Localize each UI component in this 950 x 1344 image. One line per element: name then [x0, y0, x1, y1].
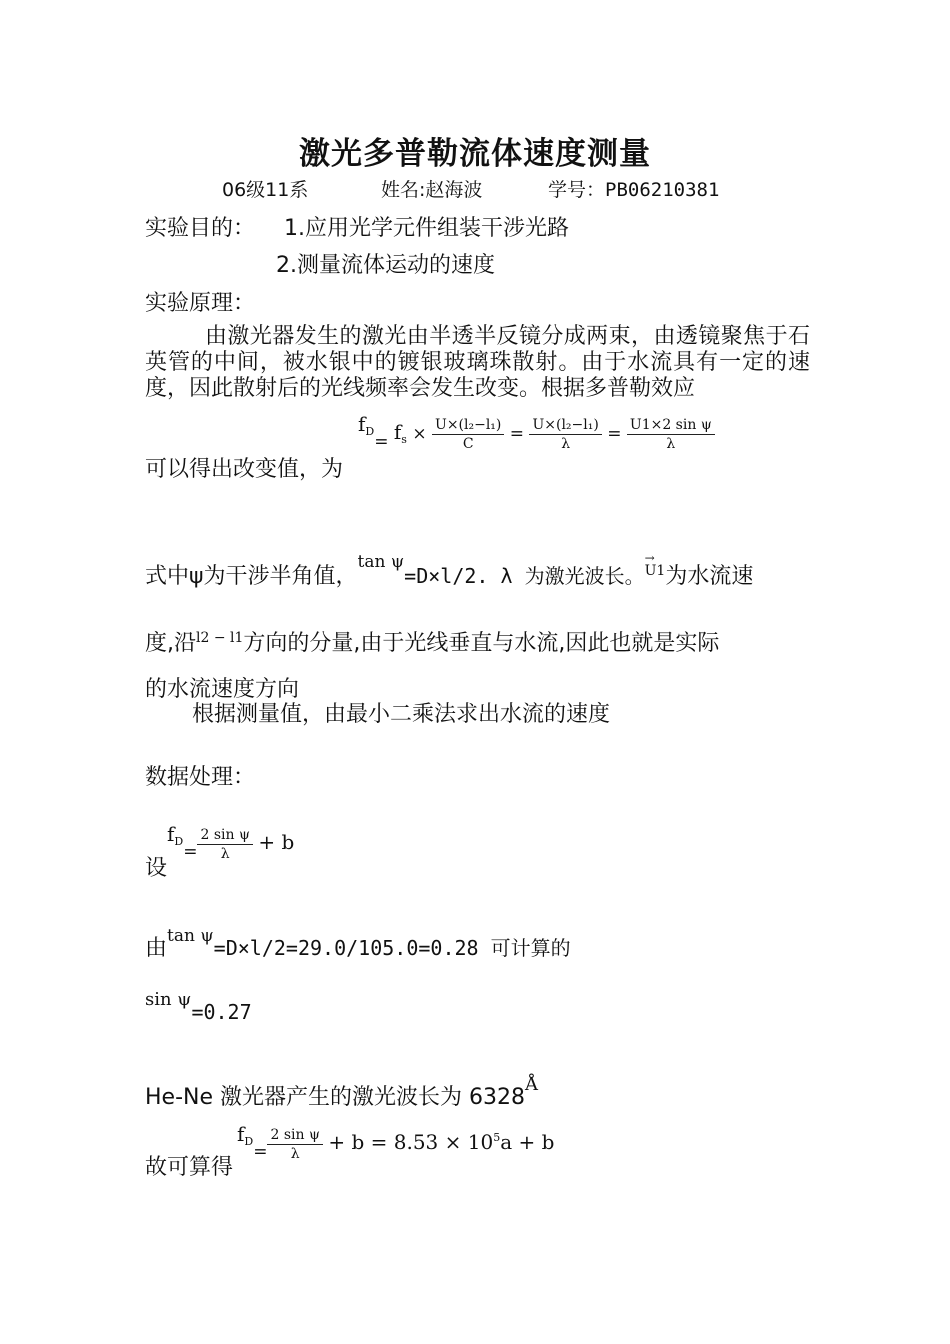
set-eq: =: [183, 842, 198, 862]
set-fd: f: [167, 822, 175, 846]
angstrom-symbol: Å: [524, 1074, 538, 1095]
set-fraction: $\frac{\text{2 sin ψ}}{\lambda}$: [197, 826, 252, 863]
l2-l1-vector: l2 − l1: [196, 630, 244, 646]
tan-psi-label: tan ψ: [357, 552, 405, 572]
eq1-equals-2: =: [607, 424, 622, 444]
line-a-part2: =D×l/2. λ 为激光波长。: [404, 564, 645, 588]
calc-tail-a: + b = 8.53 × 10: [328, 1130, 494, 1154]
eq1-fraction-2: $\frac{\text{U×(l₂−l₁)}}{\lambda}$: [529, 416, 601, 453]
calc-equation: [237, 1122, 554, 1163]
set-tail: + b: [258, 830, 295, 854]
laser-text: He-Ne 激光器产生的激光波长为 6328: [145, 1085, 525, 1110]
principle-paragraph: 由激光器发生的激光由半透半反镜分成两束，由透镜聚焦于石英管的中间，被水银中的镀银玻璃珠散射。由于水流具有一定的速度，因此散射后的光线频率会发生改变。根据多普勒效应: [145, 324, 810, 401]
eq1-fraction-1: $\frac{\text{U×(l₂−l₁)}}{C}$: [432, 416, 504, 453]
document-title: 激光多普勒流体速度测量: [299, 136, 651, 172]
from-prefix: 由: [145, 936, 168, 961]
formula-prefix: 可以得出改变值，为: [145, 457, 344, 482]
line-a-part3: 为水流速: [665, 564, 754, 589]
principle-line-d: 根据测量值，由最小二乘法求出水流的速度: [192, 702, 611, 727]
sin-line: [145, 986, 252, 1024]
eq1-lhs: f: [358, 412, 366, 436]
eq1-lhs-sub: D: [365, 425, 375, 438]
author-name: 姓名:赵海波: [381, 179, 483, 201]
sin-value: =0.27: [191, 1000, 252, 1024]
eq1-eq: =: [374, 432, 389, 452]
eq1-equals-1: =: [509, 424, 525, 444]
calc-exponent: 5: [493, 1131, 501, 1144]
calc-fraction: $\frac{\text{2 sin ψ}}{\lambda}$: [267, 1126, 322, 1163]
u1-vector: → U1: [645, 563, 666, 579]
eq1-fs: f: [393, 420, 402, 444]
principle-line-c: 的水流速度方向: [145, 677, 300, 702]
calc-tail-b: a + b: [500, 1130, 555, 1154]
from-line: [145, 926, 571, 962]
purpose-item-1: 1.应用光学元件组装干涉光路: [284, 216, 569, 241]
principle-line-b: [145, 626, 719, 657]
line-b-part2: 方向的分量,由于光线垂直与水流,因此也就是实际: [243, 631, 720, 656]
calc-fd: f: [237, 1122, 245, 1146]
line-b-part1: 度,沿: [145, 631, 196, 656]
student-id: 学号：PB06210381: [548, 179, 720, 201]
calc-eq: =: [253, 1142, 268, 1162]
data-label: 数据处理：: [145, 765, 256, 790]
laser-line: [145, 1074, 538, 1111]
principle-label: 实验原理：: [145, 291, 256, 316]
doppler-equation: [358, 412, 715, 453]
class-info: 06级11系: [222, 179, 309, 201]
sin-label: sin ψ: [145, 989, 192, 1010]
from-text: =D×l/2=29.0/105.0=0.28 可计算的: [213, 936, 571, 960]
purpose-label: 实验目的：: [145, 216, 256, 241]
set-fd-sub: D: [174, 835, 184, 848]
principle-line-a: [145, 552, 753, 590]
from-tan: tan ψ: [167, 926, 214, 946]
set-prefix: 设: [145, 856, 168, 881]
purpose-item-2: 2.测量流体运动的速度: [276, 253, 495, 278]
eq1-fraction-3: $\frac{\text{U1×2 sin ψ}}{\lambda}$: [627, 416, 715, 453]
calc-prefix: 故可算得: [145, 1155, 234, 1180]
eq1-times: ×: [412, 424, 427, 444]
line-a-part1: 式中ψ为干涉半角值，: [145, 564, 358, 589]
eq1-fs-sub: s: [401, 433, 407, 446]
calc-fd-sub: D: [244, 1135, 254, 1148]
set-equation: [167, 822, 294, 863]
